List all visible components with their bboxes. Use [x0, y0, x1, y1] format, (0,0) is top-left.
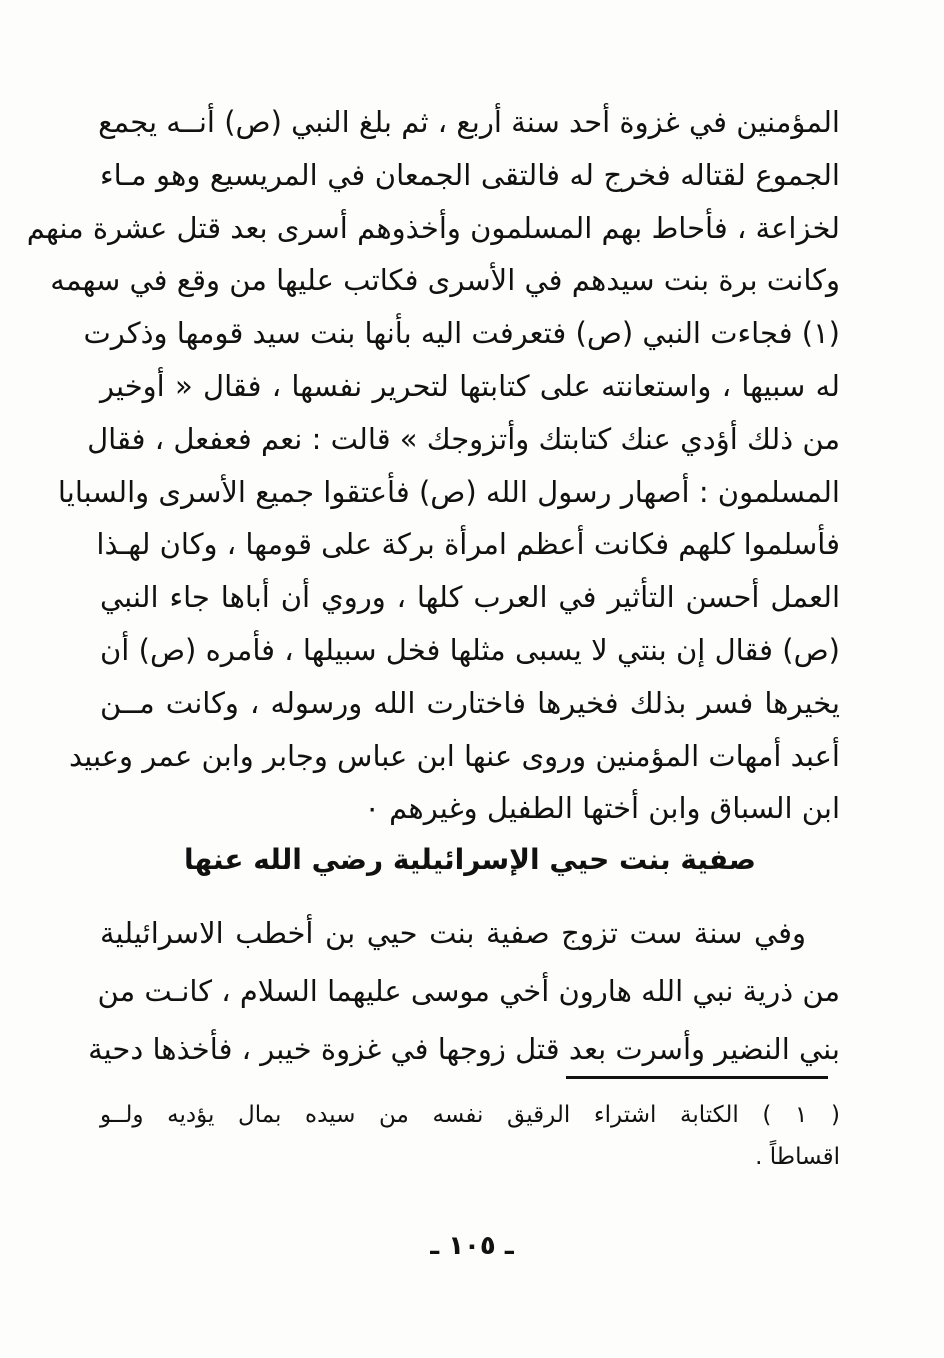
text-line: (١) فجاءت النبي (ص) فتعرفت اليه بأنها بنت سيد قومها وذكرت [83, 316, 840, 351]
text-line: لخزاعة ، فأحاط بهم المسلمون وأخذوهم أسرى بعد قتل عشرة منهم [26, 210, 840, 245]
text-line: من ذرية نبي الله هارون أخي موسى عليهما السلام ، كانـت من [97, 974, 840, 1008]
text-line: فأسلموا كلهم فكانت أعظم امرأة بركة على قومها ، وكان لهـذا [96, 527, 840, 562]
text-line: الجموع لقتاله فخرج له فالتقى الجمعان في المريسيع وهو مـاء [100, 157, 840, 192]
footnote-divider [566, 1076, 828, 1079]
text-line: بني النضير وأسرت بعد قتل زوجها في غزوة خيبر ، فأخذها دحية [88, 1032, 840, 1066]
section-heading: صفية بنت حيي الإسرائيلية رضي الله عنها [184, 843, 756, 876]
text-line: ابن السباق وابن أختها الطفيل وغيرهم ٠ [364, 791, 840, 826]
text-line: (ص) فقال إن بنتي لا يسبى مثلها فخل سبيلها ، فأمره (ص) أن [100, 632, 840, 667]
text-line: من ذلك أؤدي عنك كتابتك وأتزوجك » قالت : نعم فعفعل ، فقال [87, 421, 840, 456]
text-line: العمل أحسن التأثير في العرب كلها ، وروي أن أباها جاء النبي [100, 580, 840, 615]
text-line: أعبد أمهات المؤمنين وروى عنها ابن عباس وجابر وابن عمر وعبيد [69, 738, 840, 773]
text-line: وكانت برة بنت سيدهم في الأسرى فكاتب عليها من وقع في سهمه [50, 263, 840, 298]
footnote-line: ( ١ ) الكتابة اشتراء الرقيق نفسه من سيده بمال يؤديه ولــو [100, 1102, 840, 1128]
footnote [100, 1094, 840, 1178]
footnote-line: اقساطاً . [755, 1144, 840, 1170]
page-number: ـ ١٠٥ ـ [430, 1231, 514, 1261]
text-line: المؤمنين في غزوة أحد سنة أربع ، ثم بلغ النبي (ص) أنــه يجمع [98, 105, 840, 139]
text-line: المسلمون : أصهار رسول الله (ص) فأعتقوا جميع الأسرى والسبايا [57, 474, 840, 509]
text-line: وفي سنة ست تزوج صفية بنت حيي بن أخطب الاسرائيلية [100, 916, 806, 950]
text-line: يخيرها فسر بذلك فخيرها فاختارت الله ورسوله ، وكانت مــن [100, 685, 840, 720]
main-paragraph [26, 96, 840, 835]
text-line: له سبيها ، واستعانته على كتابتها لتحرير نفسها ، فقال « أوخير [100, 368, 840, 403]
second-paragraph [88, 904, 840, 1078]
